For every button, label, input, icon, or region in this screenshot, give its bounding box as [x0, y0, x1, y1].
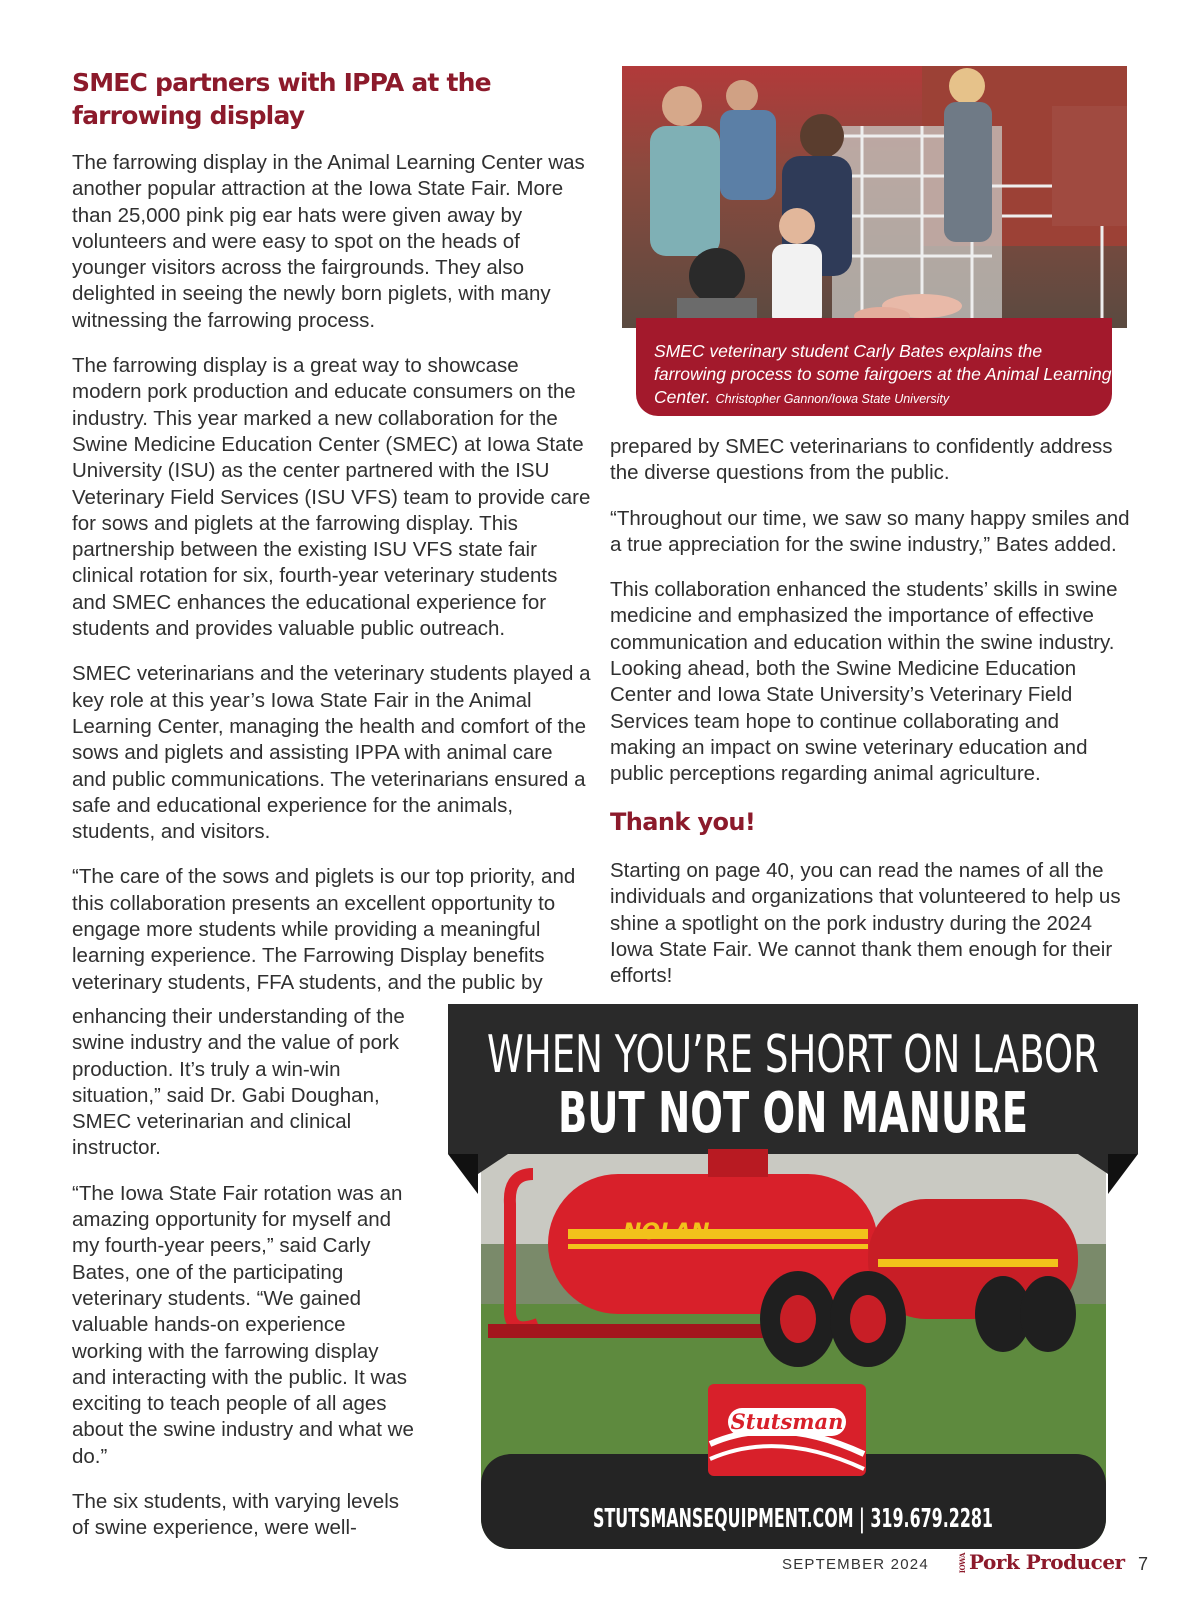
paragraph: The farrowing display is a great way to showcase modern pork production and educate consumers on the industry. This year marked a new collaboration for the Swine Medicine Education Center (SMEC) at Iowa State University (ISU) as the center partnered with the ISU Veterinary Field Services (ISU VFS) team to provide care for sows and piglets at the farrowing display. This partnership between the existing ISU VFS state fair clinical rotation for six, fourth-year veterinary students and SMEC enhances the educational experience for students and provides valuable public outreach.: [72, 354, 591, 641]
paragraph: enhancing their understanding of the swine industry and the value of pork production. It’s truly a win-win situation,” said Dr. Gabi Doughan, SMEC veterinarian and clinical instructor.: [72, 1005, 405, 1160]
brand-prefix: IOWA: [958, 1553, 967, 1574]
paragraph: “The care of the sows and piglets is our top priority, and this collaboration presents an excellent opportunity to engage more students while providing a meaningful learning experience. The Farrowing Display benefits veterinary students, FFA students, and the public by: [72, 865, 576, 994]
ad-contact[interactable]: STUTSMANSEQUIPMENT.COM | 319.679.2281: [593, 1504, 993, 1534]
brand-name: Pork Producer: [969, 1550, 1125, 1574]
paragraph: Starting on page 40, you can read the names of all the individuals and organizations that volunteered to help us shine a spotlight on the pork industry during the 2024 Iowa State Fair. We cannot thank them enough for their efforts!: [610, 859, 1121, 988]
article-headline: SMEC partners with IPPA at the farrowing display: [72, 68, 491, 130]
paragraph: “Throughout our time, we saw so many happy smiles and a true appreciation for the swine industry,” Bates added.: [610, 506, 1130, 556]
ad-headline-line2: BUT NOT ON MANURE: [558, 1081, 1028, 1146]
paragraph: “The Iowa State Fair rotation was an amazing opportunity for myself and my fourth-year peers,” said Carly Bates, one of the participating veterinary students. “We gained valuable hands-on experience working with the farrowing display and interacting with the public. It was exciting to teach people of all ages about the swine industry and what we do.”: [72, 1181, 414, 1468]
paragraph: The farrowing display in the Animal Learning Center was another popular attraction at the Iowa State Fair. More than 25,000 pink pig ear hats were given away by volunteers and were easy to spot on the heads of younger visitors across the fairgrounds. They also delighted in seeing the newly born piglets, with many witnessing the farrowing process.: [72, 151, 585, 332]
tanker-brand: NOLAN: [623, 1220, 710, 1245]
right-column: [610, 434, 1130, 807]
magazine-brand: [958, 1550, 1125, 1574]
left-narrow-column: [72, 1004, 417, 1561]
caption-text: SMEC veterinary student Carly Bates explains the farrowing process to some fairgoers at the Animal Learning Center.: [654, 341, 1112, 407]
thank-you-column: [610, 858, 1130, 1008]
ad-headline-line1: WHEN YOU’RE SHORT ON LABOR: [487, 1025, 1099, 1085]
fair-photo: [622, 66, 1127, 328]
page-number: 7: [1138, 1554, 1149, 1574]
thank-you-heading: Thank you!: [610, 808, 756, 836]
paragraph: This collaboration enhanced the students’ skills in swine medicine and emphasized the importance of effective communication and education within the swine industry. Looking ahead, both the Swine Medicine Education Center and Iowa State University’s Veterinary Field Services team hope to continue collaborating and making an impact on swine veterinary education and public perceptions regarding animal agriculture.: [610, 578, 1118, 786]
paragraph: SMEC veterinarians and the veterinary students played a key role at this year’s Iowa State Fair in the Animal Learning Center, managing the health and comfort of the sows and piglets and assisting IPPA with animal care and public communications. The veterinarians ensured a safe and educational experience for the animals, students, and visitors.: [72, 662, 591, 844]
stutsman-logo-text: Stutsman: [730, 1409, 844, 1434]
paragraph: prepared by SMEC veterinarians to confidently address the diverse questions from the public.: [610, 435, 1113, 485]
left-column: [72, 150, 592, 1015]
issue-date: SEPTEMBER 2024: [782, 1556, 929, 1573]
stutsman-advertisement[interactable]: [448, 1004, 1138, 1549]
photo-caption: [636, 318, 1112, 416]
paragraph: The six students, with varying levels of swine experience, were well-: [72, 1490, 399, 1540]
photo-credit: Christopher Gannon/Iowa State University: [715, 392, 950, 406]
